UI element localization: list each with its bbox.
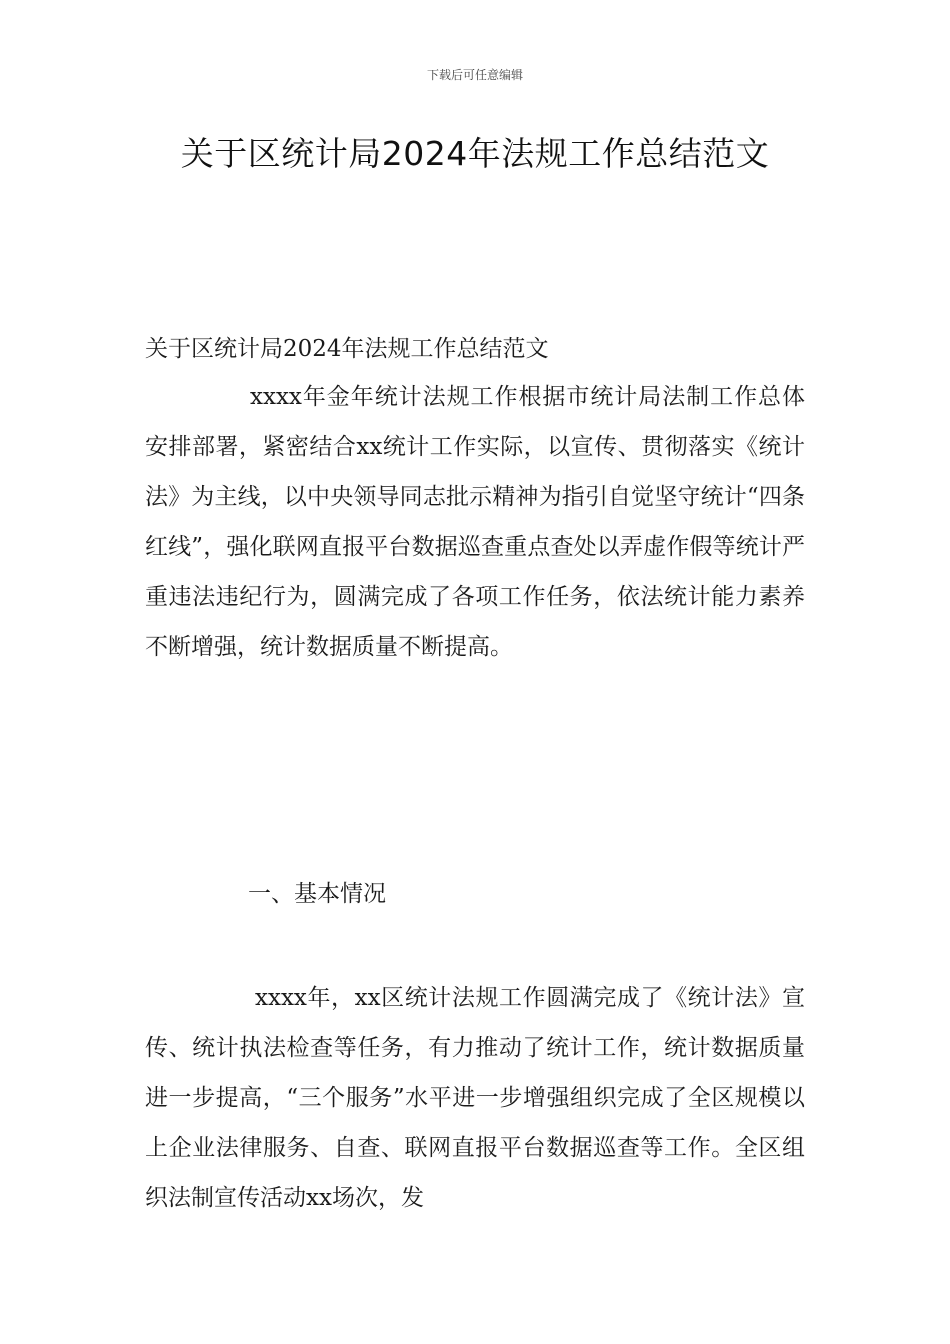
section-paragraph: xxxx年，xx区统计法规工作圆满完成了《统计法》宣传、统计执法检查等任务，有力推动了统计工作，统计数据质量进一步提高，“三个服务”水平进一步增强组织完成了全区规模以上企业法律服务、自查、联网直报平台数据巡查等工作。全区组织法制宣传活动xx场次，发	[145, 985, 805, 1211]
intro-paragraph: xxxx年金年统计法规工作根据市统计局法制工作总体安排部署，紧密结合xx统计工作实际，以宣传、贯彻落实《统计法》为主线，以中央领导同志批示精神为指引自觉坚守统计“四条红线”，强化联网直报平台数据巡查重点查处以弄虚作假等统计严重违法违纪行为，圆满完成了各项工作任务，依法统计能力素养不断增强，统计数据质量不断提高。	[145, 384, 805, 660]
document-subtitle: 关于区统计局2024年法规工作总结范文	[145, 336, 549, 362]
document-title: 关于区统计局2024年法规工作总结范文	[180, 134, 770, 173]
section-heading: 一、基本情况	[248, 881, 386, 907]
header-note: 下载后可任意编辑	[426, 68, 523, 82]
